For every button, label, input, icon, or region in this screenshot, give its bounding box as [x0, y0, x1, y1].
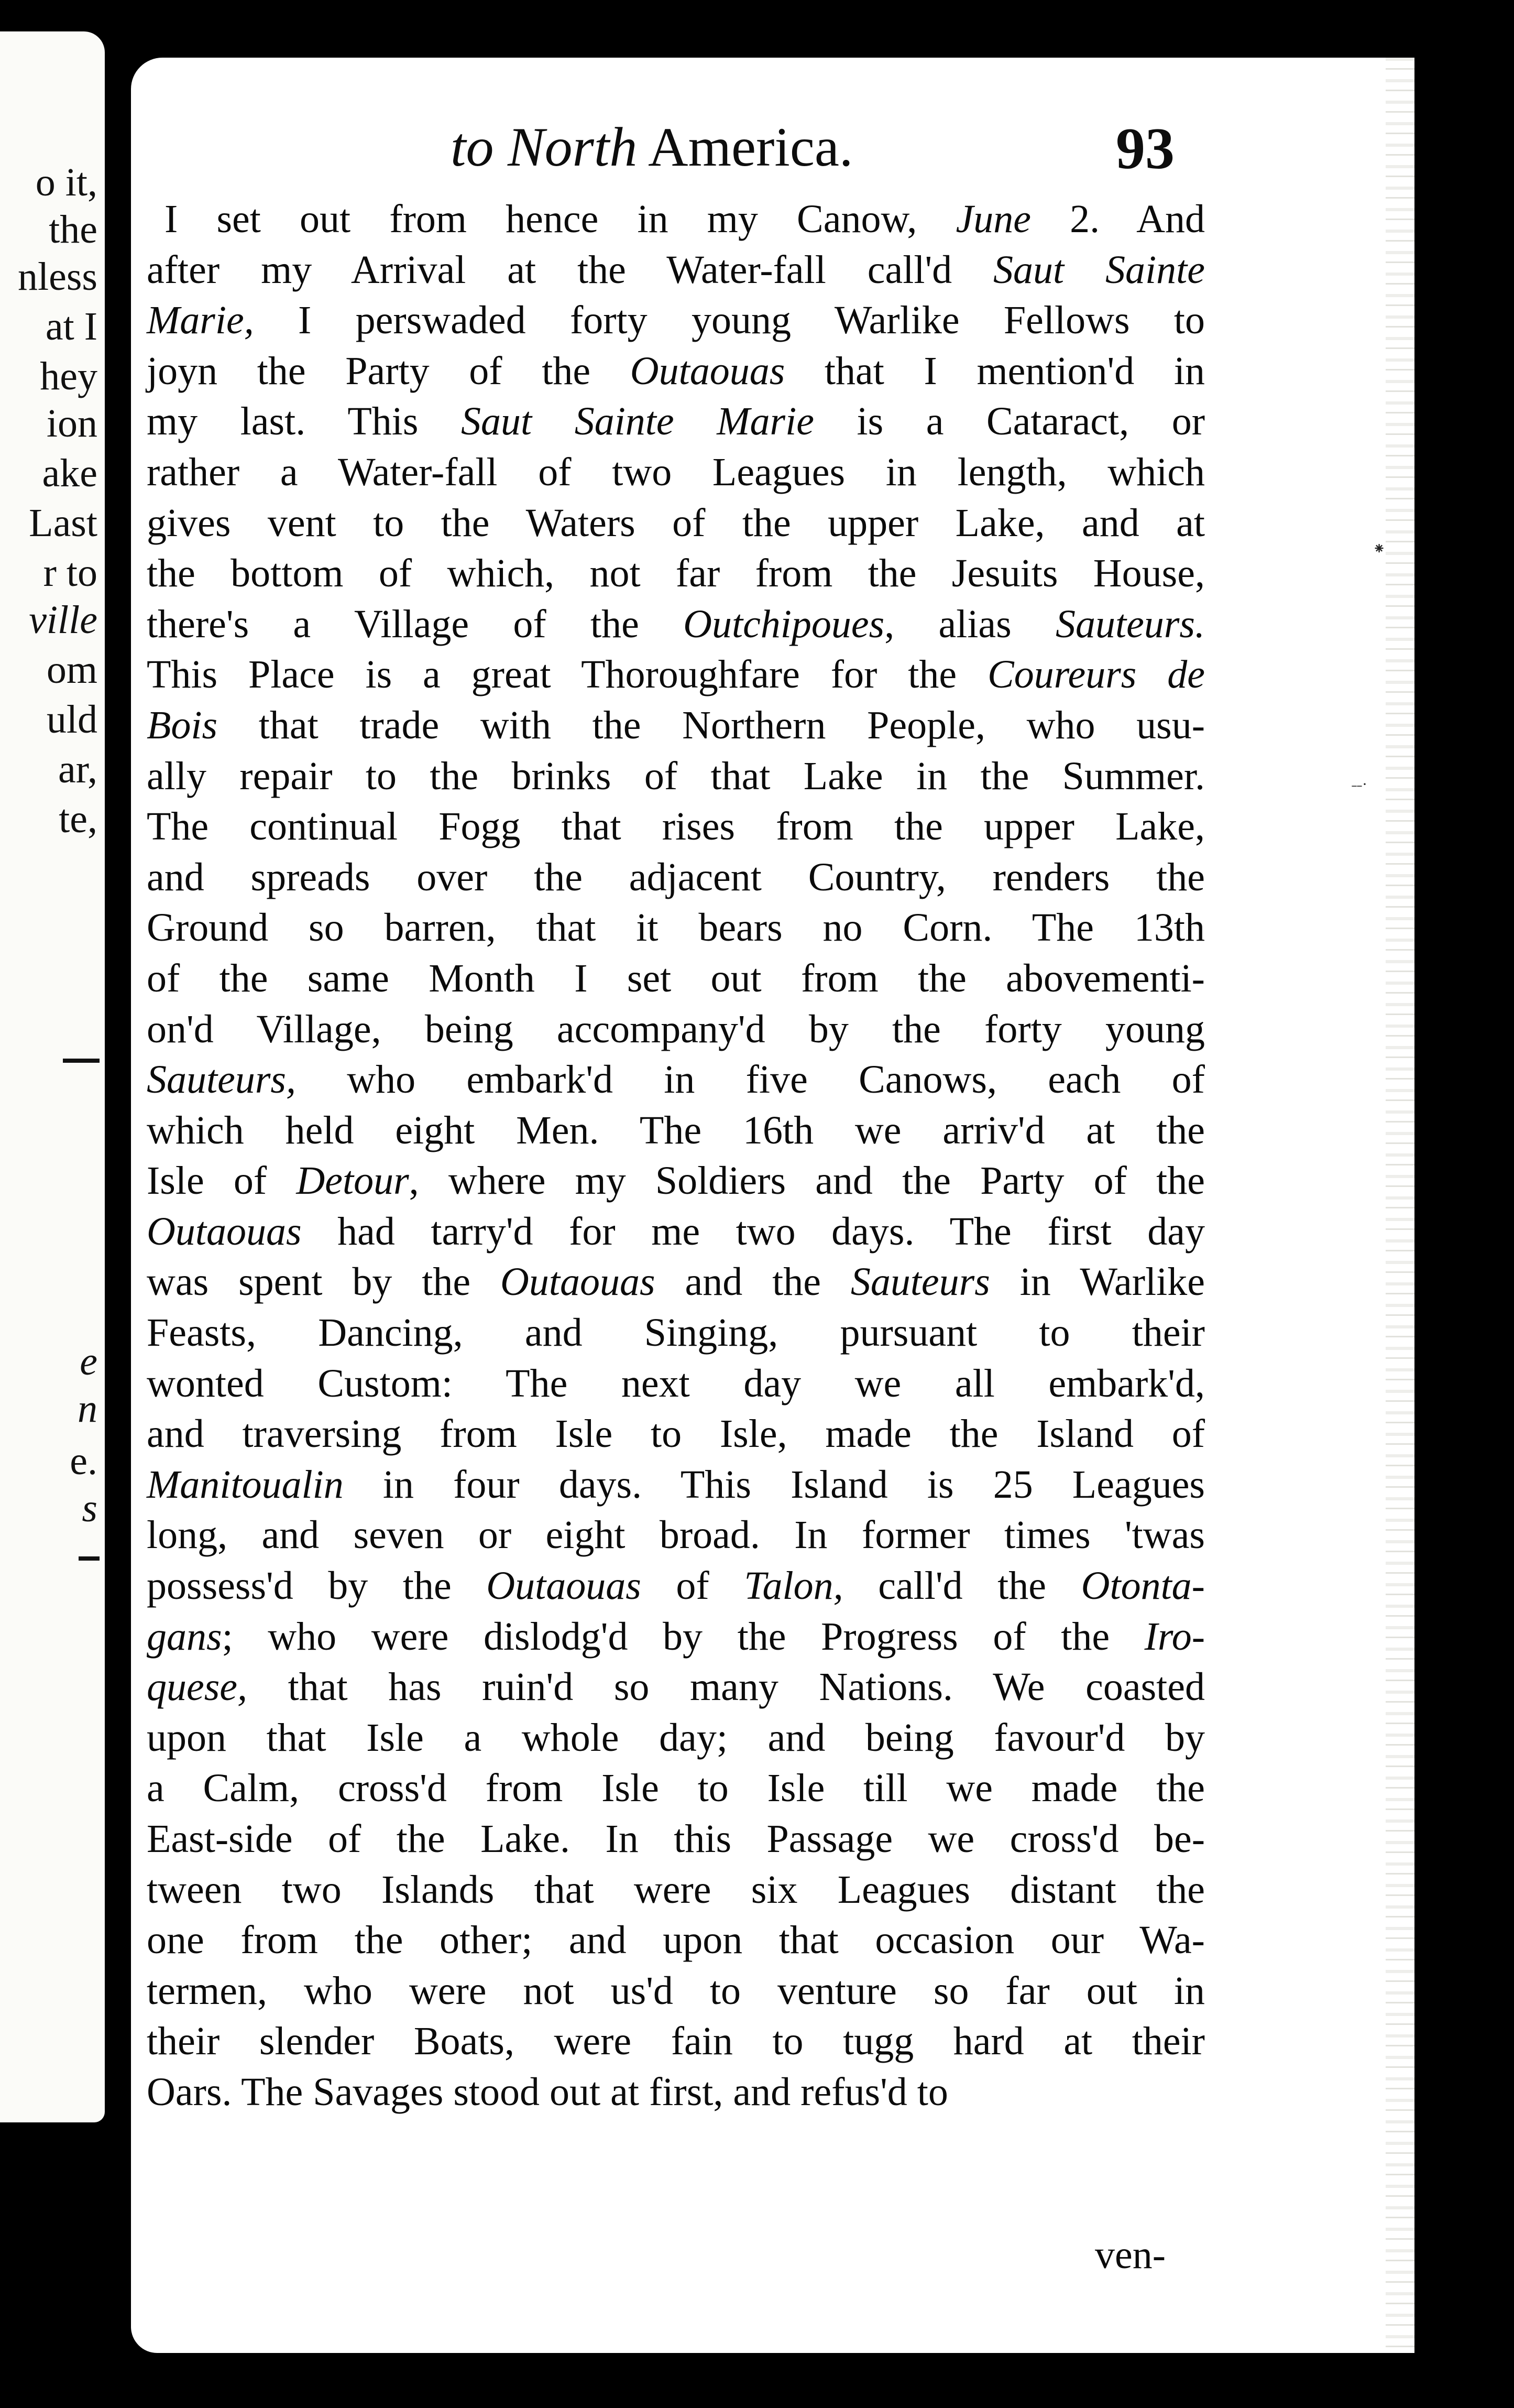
text-segment: upon that Isle a whole day; and being favour'd by — [147, 1715, 1205, 1760]
text-line — [147, 346, 1205, 397]
text-segment: of — [641, 1564, 744, 1608]
text-line — [147, 2067, 1205, 2118]
text-segment: gives vent to the Waters of the upper Lake, and at — [147, 500, 1205, 545]
catchword: ven- — [1095, 2233, 1166, 2277]
text-line — [147, 1662, 1205, 1713]
text-segment: in four days. This Island is 25 Leagues — [343, 1462, 1205, 1507]
text-segment: after my Arrival at the Water-fall call'd — [147, 247, 994, 292]
text-line — [147, 1004, 1205, 1055]
text-segment: long, and seven or eight broad. In former times 'twas — [147, 1513, 1205, 1557]
page-edge — [1386, 58, 1414, 2353]
italic-segment: Manitoualin — [147, 1462, 344, 1507]
italic-segment: Outaouas — [486, 1564, 641, 1608]
text-segment: ; who were dislodg'd by the Progress of the — [222, 1614, 1145, 1659]
facing-page-text: r to — [43, 551, 97, 595]
facing-page-text: te, — [59, 797, 97, 841]
page-header — [131, 115, 1414, 189]
text-segment: and traversing from Isle to Isle, made the Island of — [147, 1412, 1205, 1456]
facing-page-text: Last — [29, 501, 97, 545]
facing-page-text: om — [46, 648, 97, 692]
page-number: 93 — [1116, 116, 1175, 181]
text-line — [147, 1510, 1205, 1561]
text-line — [147, 902, 1205, 953]
text-segment: termen, who were not us'd to venture so far out in — [147, 1968, 1205, 2013]
text-line — [147, 801, 1205, 852]
italic-segment: Talon, — [744, 1564, 843, 1608]
facing-page-text: n — [78, 1387, 97, 1431]
facing-page-text: hey — [40, 354, 97, 398]
text-segment: Oars. The Savages stood out at first, and refus'd to — [147, 2069, 948, 2114]
text-line — [147, 1358, 1205, 1409]
text-line — [147, 1713, 1205, 1763]
text-segment: who embark'd in five Canows, each of — [296, 1058, 1205, 1102]
running-head-to: to — [451, 116, 494, 178]
text-line — [147, 295, 1205, 346]
facing-page-rule — [63, 1059, 100, 1063]
text-segment: there's a Village of the — [147, 602, 684, 646]
text-segment: is a Cataract, or — [814, 399, 1205, 444]
text-line — [147, 548, 1205, 599]
text-segment: I set out from hence in my Canow, — [164, 197, 956, 241]
facing-page-text: the — [49, 208, 97, 252]
text-line — [147, 1763, 1205, 1814]
text-segment: joyn the Party of the — [147, 348, 630, 393]
facing-page-text: nless — [18, 255, 97, 299]
italic-segment: Sauteurs. — [1056, 602, 1205, 646]
text-line — [147, 700, 1205, 751]
facing-page-text: ar, — [58, 747, 97, 791]
italic-segment: Outaouas — [630, 348, 785, 393]
italic-segment: Saut Sainte Marie — [461, 399, 814, 444]
italic-segment: Saut Sainte — [993, 247, 1205, 292]
text-line — [147, 1156, 1205, 1206]
text-segment: their slender Boats, were fain to tugg hard at their — [147, 2019, 1205, 2064]
facing-page-text: e. — [70, 1439, 97, 1483]
facing-page-text: s — [82, 1486, 97, 1530]
text-line — [147, 1865, 1205, 1915]
italic-segment: Sauteurs — [850, 1260, 990, 1304]
text-line — [147, 1561, 1205, 1611]
italic-segment: Bois — [147, 703, 218, 747]
text-line — [147, 194, 1205, 245]
facing-page-text: ville — [29, 598, 97, 642]
italic-segment: Outchipoues — [683, 602, 885, 646]
text-line — [147, 245, 1205, 296]
text-segment: wonted Custom: The next day we all embark'd, — [147, 1361, 1205, 1405]
facing-page-fragment — [0, 31, 105, 2122]
text-segment: 2. And — [1031, 197, 1205, 241]
text-line — [147, 1206, 1205, 1257]
italic-segment: Marie, — [147, 298, 254, 343]
text-segment: rather a Water-fall of two Leagues in length, which — [147, 450, 1205, 494]
running-head — [451, 115, 853, 179]
text-segment: a Calm, cross'd from Isle to Isle till we made the — [147, 1766, 1205, 1811]
facing-page-text: uld — [46, 698, 97, 742]
text-line — [147, 852, 1205, 903]
text-line — [147, 599, 1205, 650]
text-line — [147, 1409, 1205, 1459]
italic-segment: Iro- — [1144, 1614, 1205, 1659]
text-line — [147, 1814, 1205, 1865]
italic-segment: Outaouas — [500, 1260, 655, 1304]
text-segment: possess'd by the — [147, 1564, 487, 1608]
margin-speck: ⁕ — [1373, 540, 1386, 558]
text-segment: , alias — [884, 602, 1056, 646]
text-segment: Ground so barren, that it bears no Corn. The 13th — [147, 906, 1205, 950]
italic-segment: Sauteurs, — [147, 1058, 296, 1102]
text-segment: The continual Fogg that rises from the upper Lake, — [147, 804, 1205, 849]
text-segment: which held eight Men. The 16th we arriv'd at the — [147, 1108, 1205, 1152]
text-segment: and the — [655, 1260, 851, 1304]
text-line — [147, 1966, 1205, 2017]
italic-segment: Otonta- — [1081, 1564, 1205, 1608]
italic-segment: gans — [147, 1614, 222, 1659]
text-line — [147, 649, 1205, 700]
text-line — [147, 1105, 1205, 1156]
text-segment: ally repair to the brinks of that Lake in the Summer. — [147, 754, 1205, 798]
text-line — [147, 447, 1205, 498]
italic-segment: June — [956, 197, 1031, 241]
facing-page-rule — [79, 1556, 100, 1561]
body-text — [147, 194, 1205, 2118]
text-segment: of the same Month I set out from the abovementi- — [147, 956, 1205, 1000]
text-line — [147, 1459, 1205, 1510]
italic-segment: Outaouas — [147, 1209, 302, 1254]
text-segment: in Warlike — [990, 1260, 1205, 1304]
text-segment: tween two Islands that were six Leagues distant the — [147, 1867, 1205, 1912]
running-head-america: America. — [648, 116, 853, 178]
text-segment: This Place is a great Thoroughfare for the — [147, 652, 988, 697]
facing-page-text: at I — [45, 304, 97, 348]
book-gutter — [105, 0, 131, 2408]
text-segment: on'd Village, being accompany'd by the forty young — [147, 1007, 1205, 1051]
text-segment: my last. This — [147, 399, 462, 444]
text-line — [147, 751, 1205, 802]
facing-page-text: ion — [46, 401, 97, 445]
text-line — [147, 1611, 1205, 1662]
facing-page-text: e — [80, 1339, 97, 1383]
book-page — [131, 58, 1414, 2353]
italic-segment: quese, — [147, 1665, 248, 1709]
facing-page-text: o it, — [35, 160, 97, 204]
text-segment: that I mention'd in — [785, 348, 1205, 393]
margin-speck: ˗˗· — [1352, 776, 1367, 793]
running-head-north: North — [507, 116, 638, 178]
text-segment: that trade with the Northern People, who usu- — [217, 703, 1205, 747]
text-segment: Isle of — [147, 1159, 297, 1203]
text-line — [147, 1915, 1205, 1966]
text-line — [147, 396, 1205, 447]
text-segment: , where my Soldiers and the Party of the — [409, 1159, 1205, 1203]
text-segment: call'd the — [843, 1564, 1081, 1608]
text-line — [147, 498, 1205, 549]
italic-segment: Coureurs de — [988, 652, 1205, 697]
text-line — [147, 2016, 1205, 2067]
text-segment: I perswaded forty young Warlike Fellows to — [254, 298, 1205, 343]
text-segment: had tarry'd for me two days. The first day — [301, 1209, 1205, 1254]
text-segment: one from the other; and upon that occasion our Wa- — [147, 1918, 1205, 1963]
text-segment: was spent by the — [147, 1260, 500, 1304]
text-line — [147, 1257, 1205, 1307]
facing-page-text: ake — [42, 451, 97, 495]
text-segment: East-side of the Lake. In this Passage we cross'd be- — [147, 1817, 1205, 1861]
text-segment: Feasts, Dancing, and Singing, pursuant to their — [147, 1311, 1205, 1355]
italic-segment: Detour — [296, 1159, 409, 1203]
text-segment: the bottom of which, not far from the Jesuits House, — [147, 551, 1205, 596]
text-line — [147, 1307, 1205, 1358]
text-line — [147, 953, 1205, 1004]
text-segment: that has ruin'd so many Nations. We coasted — [247, 1665, 1205, 1709]
text-line — [147, 1054, 1205, 1105]
text-segment: and spreads over the adjacent Country, renders the — [147, 855, 1205, 899]
